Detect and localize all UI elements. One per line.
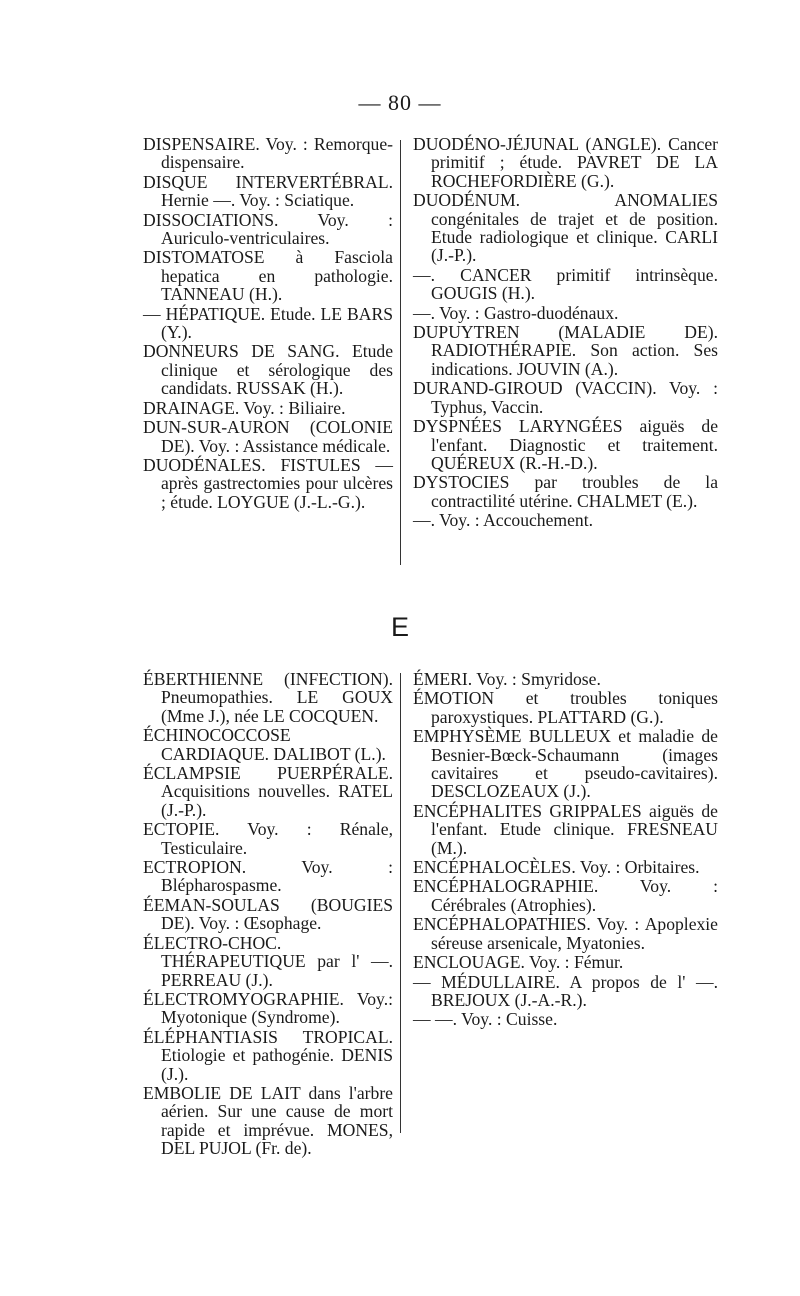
index-entry: ÉMOTION et troubles toniques paroxystiques. PLATTARD (G.). <box>413 688 718 727</box>
index-entry: ENCLOUAGE. Voy. : Fémur. <box>413 952 624 973</box>
index-entry: EMBOLIE DE LAIT dans l'arbre aérien. Sur une cause de mort rapide et imprévue. MONES, DEL PUJOL (Fr. de). <box>143 1082 393 1159</box>
index-entry: ENCÉPHALITES GRIPPALES aiguës de l'enfant. Etude clinique. FRESNEAU (M.). <box>413 800 718 858</box>
index-column-d-left <box>143 135 393 511</box>
index-entry: DUODÉNO-JÉJUNAL (ANGLE). Cancer primitif ; étude. PAVRET DE LA ROCHEFORDIÈRE (G.). <box>413 134 718 191</box>
index-entry: — HÉPATIQUE. Etude. LE BARS (Y.). <box>143 303 393 343</box>
index-entry: EMPHYSÈME BULLEUX et maladie de Besnier-Bœck-Schaumann (images cavitaires et pseudo-cavitaires). DESCLOZEAUX (J.). <box>413 726 718 802</box>
index-entry: ÉLÉPHANTIASIS TROPICAL. Etiologie et pathogénie. DENIS (J.). <box>143 1026 393 1084</box>
index-entry: ÉCLAMPSIE PUERPÉRALE. Acquisitions nouvelles. RATEL (J.-P.). <box>143 763 393 820</box>
index-entry: ECTOPIE. Voy. : Rénale, Testiculaire. <box>143 819 393 858</box>
index-entry: DUODÉNALES. FISTULES — après gastrectomies pour ulcères ; étude. LOYGUE (J.-L.-G.). <box>143 454 393 512</box>
index-entry: ÉLECTROMYOGRAPHIE. Voy.: Myotonique (Syndrome). <box>143 988 393 1028</box>
index-entry: DISTOMATOSE à Fasciola hepatica en pathologie. TANNEAU (H.). <box>143 247 393 305</box>
page-number: — 80 — <box>358 90 442 115</box>
index-entry: ÉEMAN-SOULAS (BOUGIES DE). Voy. : Œsophage. <box>143 894 393 934</box>
index-entry: DUODÉNUM. ANOMALIES congénitales de trajet et de position. Etude radiologique et clinique. CARLI (J.-P.). <box>413 190 718 266</box>
column-divider <box>400 673 401 1133</box>
index-entry: —. CANCER primitif intrinsèque. GOUGIS (H.). <box>413 264 718 304</box>
index-entry: ÉBERTHIENNE (INFECTION). Pneumopathies. LE GOUX (Mme J.), née LE COCQUEN. <box>143 669 393 726</box>
index-entry: DYSTOCIES par troubles de la contractilité utérine. CHALMET (E.). <box>413 472 718 511</box>
index-entry: DISPENSAIRE. Voy. : Remorque-dispensaire. <box>143 134 393 173</box>
index-column-e-left <box>143 670 393 1158</box>
index-entry: DRAINAGE. Voy. : Biliaire. <box>143 397 346 418</box>
index-entry: ÉCHINOCOCCOSE CARDIAQUE. DALIBOT (L.). <box>143 725 386 764</box>
index-entry: —. Voy. : Gastro-duodénaux. <box>413 302 619 323</box>
index-entry: ÉMERI. Voy. : Smyridose. <box>413 669 601 689</box>
index-entry: DONNEURS DE SANG. Etude clinique et sérologique des candidats. RUSSAK (H.). <box>143 341 393 399</box>
index-column-d-right <box>413 135 718 530</box>
index-entry: DUPUYTREN (MALADIE DE). RADIOTHÉRAPIE. Son action. Ses indications. JOUVIN (A.). <box>413 322 718 379</box>
index-entry: ENCÉPHALOGRAPHIE. Voy. : Cérébrales (Atrophies). <box>413 876 718 915</box>
index-entry: ENCÉPHALOCÈLES. Voy. : Orbitaires. <box>413 857 700 878</box>
column-divider <box>400 140 401 565</box>
index-entry: DISSOCIATIONS. Voy. : Auriculo-ventriculaires. <box>143 209 393 249</box>
index-entry: ECTROPION. Voy. : Blépharospasme. <box>143 857 393 896</box>
index-entry: — —. Voy. : Cuisse. <box>413 1009 558 1030</box>
index-column-e-right <box>413 670 718 1029</box>
index-entry: —. Voy. : Accouchement. <box>413 510 593 531</box>
section-letter-heading: E <box>390 612 409 642</box>
index-entry: — MÉDULLAIRE. A propos de l' —. BREJOUX (J.-A.-R.). <box>413 971 718 1010</box>
index-entry: ENCÉPHALOPATHIES. Voy. : Apoplexie séreuse arsenicale, Myatonies. <box>413 914 718 953</box>
index-entry: DUN-SUR-AURON (COLONIE DE). Voy. : Assistance médicale. <box>143 417 393 456</box>
index-entry: DURAND-GIROUD (VACCIN). Voy. : Typhus, Vaccin. <box>413 378 718 417</box>
index-entry: DISQUE INTERVERTÉBRAL. Hernie —. Voy. : Sciatique. <box>143 171 393 211</box>
index-entry: ÉLECTRO-CHOC. THÉRAPEUTIQUE par l' —. PERREAU (J.). <box>143 932 393 990</box>
index-entry: DYSPNÉES LARYNGÉES aiguës de l'enfant. Diagnostic et traitement. QUÉREUX (R.-H.-D.). <box>413 416 718 473</box>
